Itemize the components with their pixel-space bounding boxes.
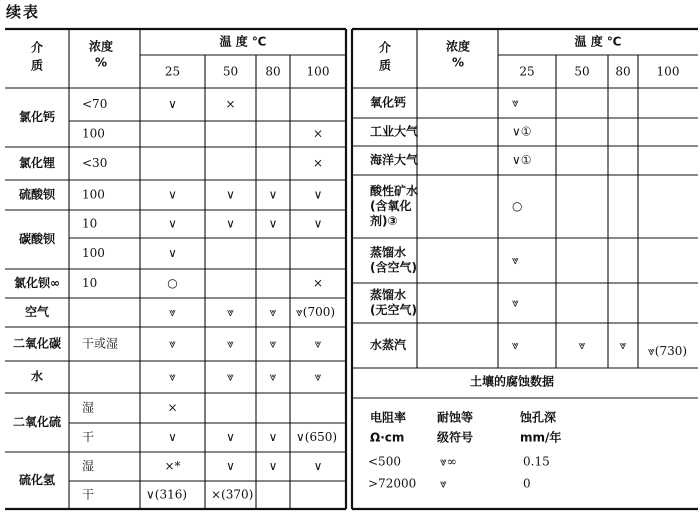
row-cell-mark: ⩔ [269,369,277,384]
row-concentration: <30 [82,156,108,170]
row-concentration: 干 [82,487,95,502]
row-cell-mark: ⩔ [269,336,277,351]
right-row-cell-mark: ⩔ [512,95,519,110]
row-cell-mark: ∨ [226,216,235,231]
right-row-cell-mark: ○ [512,199,523,213]
soil-header-label: 级符号 [437,430,474,445]
row-cell-mark: × [312,156,324,170]
right-row-cell-mark: ⩔ [512,338,519,352]
soil-header-label: mm/年 [520,430,562,445]
right-row-medium: 氧化钙 [370,95,407,110]
right-row-medium: (含氧化 [370,199,412,213]
table-caption: 续表 [6,3,41,21]
right-header-temp-title: 温 度 ℃ [574,34,622,49]
row-cell-mark: ⩔(700) [296,305,336,319]
row-cell-mark: × [312,126,324,141]
row-concentration: 100 [82,126,105,141]
header-temp-value: 25 [164,64,181,79]
row-medium: 氯化锂 [18,156,56,170]
right-row-medium: (含空气) [370,260,417,275]
soil-row-grade: ⩔ [440,476,447,491]
header-temp-value: 50 [222,64,239,79]
header-conc-label: 浓度 [88,39,114,54]
row-concentration: 100 [82,187,105,202]
row-cell-mark: ∨ [226,459,235,473]
row-cell-mark: ∨ [313,216,323,231]
soil-header-label: Ω·cm [370,430,405,445]
right-row-cell-mark: ∨① [512,153,532,167]
soil-row-depth: 0 [523,476,531,491]
right-row-cell-mark: ∨① [512,124,532,139]
soil-row-grade: ⩔∞ [440,454,457,469]
right-row-medium: 蒸馏水 [370,288,407,302]
row-cell-mark: ∨ [226,187,235,202]
row-cell-mark: ⩔ [314,369,322,384]
row-concentration: 100 [82,246,105,260]
right-row-cell-mark: ⩔ [512,253,519,267]
row-cell-mark: ⩔ [169,305,176,319]
row-cell-mark: ○ [167,276,178,290]
row-medium: 碳酸钡 [18,232,56,246]
header-conc-label: % [94,55,108,70]
right-row-medium: 海洋大气 [370,153,419,167]
row-cell-mark: ∨ [168,430,177,444]
soil-row-resistivity: <500 [368,454,401,469]
row-concentration: 10 [82,216,98,231]
right-row-medium: (无空气) [370,303,417,317]
row-medium: 氯化钙 [18,110,56,124]
right-row-cell-mark: ⩔(730) [648,344,688,358]
right-row-medium: 蒸馏水 [370,245,407,260]
row-concentration: 湿 [82,400,95,415]
row-cell-mark: ∨ [168,246,177,260]
row-medium: 二氧化碳 [12,336,62,351]
row-cell-mark: ∨ [168,187,177,202]
right-header-conc-label: 浓度 [445,39,471,54]
row-cell-mark: ∨(650) [296,430,338,444]
row-cell-mark: ×* [164,459,181,473]
row-cell-mark: ∨ [226,430,235,444]
header-medium-label: 质 [30,58,44,73]
soil-section-title: 土壤的腐蚀数据 [469,374,555,389]
row-cell-mark: ∨ [268,459,278,473]
row-medium: 空气 [24,305,50,319]
soil-row-depth: 0.15 [523,454,550,469]
right-header-temp-value: 25 [519,64,535,79]
row-concentration: <70 [82,97,108,111]
row-cell-mark: × [225,97,236,111]
right-row-cell-mark: ⩔ [578,338,586,352]
right-row-medium: 剂)③ [370,214,398,228]
row-cell-mark: × [312,276,324,290]
header-temp-value: 100 [306,64,330,79]
row-medium: 水 [30,369,44,384]
row-cell-mark: ∨(316) [146,487,188,502]
row-cell-mark: ⩔ [169,336,176,351]
right-header-temp-value: 50 [574,64,590,79]
row-cell-mark: ⩔ [269,305,277,319]
row-medium: 氯化钡∞ [14,276,60,290]
row-concentration: 干 [82,430,95,444]
row-cell-mark: ∨ [313,459,323,473]
soil-header-label: 蚀孔深 [520,410,557,425]
row-cell-mark: ⩔ [227,305,234,319]
row-medium: 硫化氢 [18,473,56,487]
soil-row-resistivity: >72000 [368,476,417,491]
header-temp-title: 温 度 ℃ [219,34,267,49]
row-medium: 二氧化硫 [12,415,62,429]
row-cell-mark: ⩔ [169,369,176,384]
row-cell-mark: ∨ [268,216,278,231]
row-cell-mark: ∨ [268,187,278,202]
row-cell-mark: ⩔ [314,336,322,351]
row-concentration: 10 [82,276,98,290]
row-cell-mark: ⩔ [227,336,234,351]
row-cell-mark: ×(370) [211,487,254,502]
right-row-medium: 酸性矿水 [370,184,419,198]
right-header-medium-label: 介 [378,40,392,55]
row-cell-mark: ∨ [168,97,177,111]
row-concentration: 湿 [82,459,95,473]
row-cell-mark: ∨ [268,430,278,444]
right-row-cell-mark: ⩔ [619,338,627,352]
soil-header-label: 耐蚀等 [437,410,474,425]
row-concentration: 干或湿 [82,336,119,351]
soil-header-label: 电阻率 [370,410,407,425]
right-row-medium: 水蒸汽 [370,338,407,352]
row-cell-mark: ∨ [168,216,177,231]
right-row-medium: 工业大气 [370,124,419,139]
row-cell-mark: × [167,400,178,415]
right-header-temp-value: 100 [656,64,680,79]
row-cell-mark: ∨ [313,187,323,202]
header-temp-value: 80 [265,64,281,79]
right-header-temp-value: 80 [615,64,631,79]
right-header-conc-label: % [451,55,465,70]
row-medium: 硫酸钡 [18,187,56,202]
row-cell-mark: ⩔ [227,369,234,384]
header-medium-label: 介 [30,40,44,55]
right-header-medium-label: 质 [378,58,392,73]
right-row-cell-mark: ⩔ [512,295,519,310]
